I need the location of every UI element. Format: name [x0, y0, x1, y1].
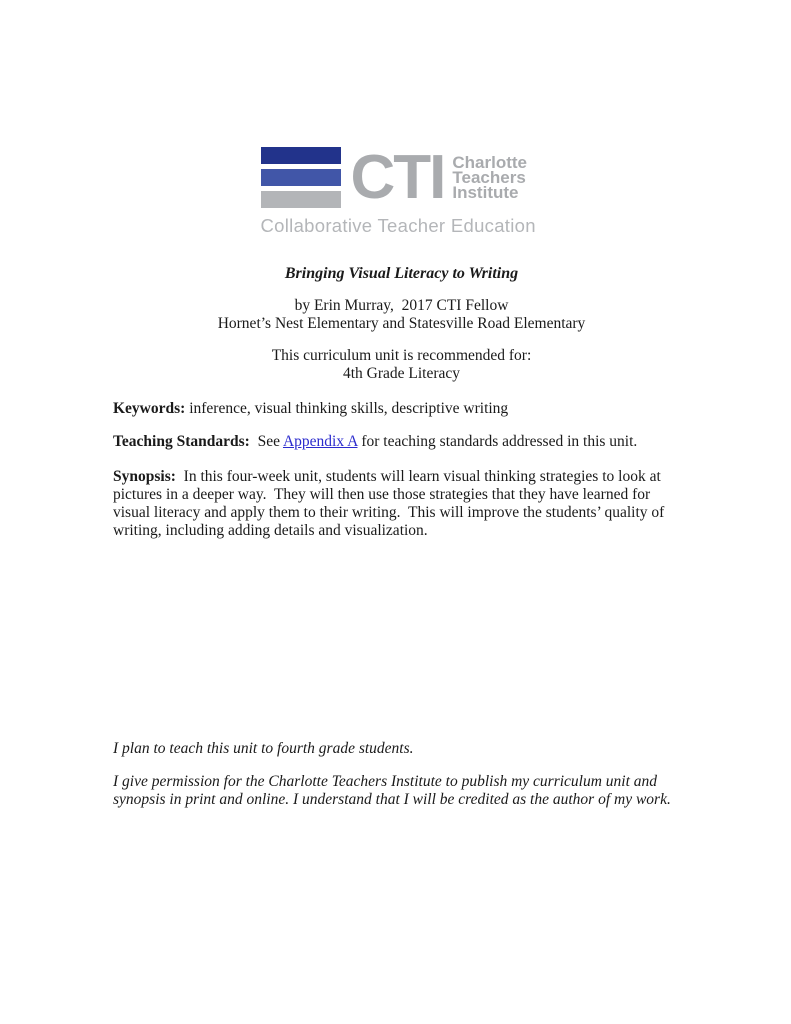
cti-logo-top: [261, 142, 543, 212]
logo-tagline: Collaborative Teacher Education: [260, 215, 536, 236]
appendix-link[interactable]: Appendix A: [282, 433, 358, 450]
cti-logo: [260, 142, 543, 237]
recommended-intro: This curriculum unit is recommended for:: [271, 347, 532, 364]
logo-bars-icon: [261, 147, 341, 208]
synopsis-label: Synopsis:: [113, 468, 176, 485]
permission-note: I give permission for the Charlotte Teachers Institute to publish my curriculum unit and synopsis in print and online. I understand that I will be credited as the author of my work.: [113, 773, 671, 808]
author-line: by Erin Murray, 2017 CTI Fellow: [294, 297, 509, 314]
recommended-block: [113, 347, 690, 383]
plan-note: I plan to teach this unit to fourth grade students.: [113, 740, 414, 757]
schools-line: Hornet’s Nest Elementary and Statesville Road Elementary: [217, 315, 586, 332]
teaching-standards-label: Teaching Standards:: [113, 433, 250, 450]
institute-name-line1: Charlotte: [452, 153, 527, 172]
teaching-standards-prefix: See: [249, 433, 283, 450]
institute-name-line3: Institute: [452, 183, 519, 202]
byline-block: [113, 297, 690, 333]
teaching-standards-suffix: for teaching standards addressed in this unit.: [357, 433, 638, 450]
institute-name-line2: Teachers: [452, 168, 526, 187]
recommended-grade: 4th Grade Literacy: [342, 365, 461, 382]
teaching-standards-paragraph: [113, 433, 690, 451]
logo-bar-top: [261, 147, 341, 164]
synopsis-text: In this four-week unit, students will learn visual thinking strategies to look at pictures in a deeper way. They will then use those strategies that they have learned for visual literacy and apply them to their writing. This will improve the students’ quality of writing, including adding details and visualization.: [113, 468, 669, 539]
synopsis-paragraph: [113, 468, 690, 540]
logo-bar-middle: [261, 169, 341, 186]
page-title: Bringing Visual Literacy to Writing: [284, 265, 519, 282]
logo-bar-bottom: [261, 191, 341, 208]
institute-name: [452, 155, 527, 200]
keywords-label: Keywords:: [113, 400, 186, 417]
cti-acronym: CTI: [350, 142, 445, 212]
keywords-text: inference, visual thinking skills, descriptive writing: [185, 400, 509, 417]
keywords-paragraph: [113, 400, 690, 418]
